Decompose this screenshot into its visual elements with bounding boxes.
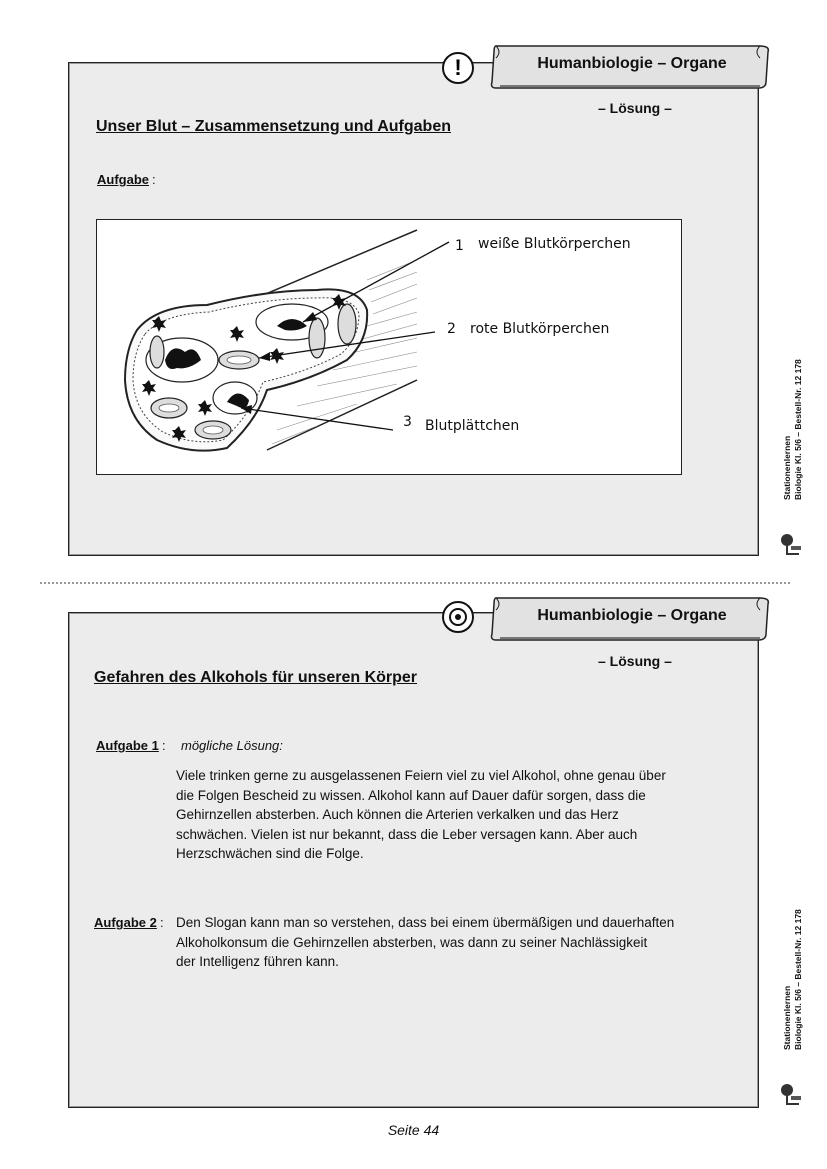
task1-answer: Viele trinken gerne zu ausgelassenen Feiern viel zu viel Alkohol, ohne genau über die Folgen Bescheid zu wissen. Alkohol kann auf Dauer dafür sorgen, dass die Gehirnzellen absterben. Auch können die Arterien verkalken und das Herz schwächen. Vielen ist nur bekannt, dass die Leber versagen kann. Aber auch Herzschwächen sind die Folge. [176,768,666,861]
task2-colon: : [160,915,164,930]
figure-label-platelets: Blutplättchen [425,418,520,434]
task1-label: Aufgabe 1 [96,738,159,753]
figure-number-1: 1 [455,238,464,254]
page-title: Gefahren des Alkohols für unseren Körper [94,669,418,686]
sidebar-text: Stationenlernen Biologie Kl. 5/6 – Bestell-Nr. 12 178 [782,909,803,1050]
solution-label: – Lösung – [598,653,672,669]
banner-title: Humanbiologie – Organe [537,55,727,72]
figure-label-red-cells: rote Blutkörperchen [470,321,610,337]
publisher-sidebar [782,860,822,1050]
task-label: Aufgabe [97,172,149,187]
topic-banner [490,42,774,90]
figure-number-2: 2 [447,321,456,337]
task1-note: mögliche Lösung: [181,738,283,753]
task2-label: Aufgabe 2 [94,915,157,930]
target-icon [442,601,474,633]
exclamation-icon: ! [442,52,474,84]
banner-title: Humanbiologie – Organe [537,607,727,624]
page-title: Unser Blut – Zusammensetzung und Aufgaben [96,118,451,135]
blood-vessel-drawing [97,220,681,474]
sidebar-text: Stationenlernen Biologie Kl. 5/6 – Bestell-Nr. 12 178 [782,359,803,500]
blood-vessel-figure [96,219,682,475]
figure-number-3: 3 [403,414,412,430]
topic-banner [490,594,774,642]
figure-label-white-cells: weiße Blutkörperchen [478,236,631,252]
cut-line-divider [40,582,790,584]
task-colon: : [152,172,156,187]
publisher-sidebar [782,310,822,500]
publisher-logo-icon [779,532,803,556]
page-number: Seite 44 [387,1122,440,1138]
solution-label: – Lösung – [598,100,672,116]
task1-colon: : [162,738,166,753]
task2-answer: Den Slogan kann man so verstehen, dass bei einem übermäßigen und dauerhaften Alkoholkonsum die Gehirnzellen absterben, was dann zu seiner Nachlässigkeit der Intelligenz führen kann. [176,915,675,969]
publisher-logo-icon [779,1082,803,1106]
